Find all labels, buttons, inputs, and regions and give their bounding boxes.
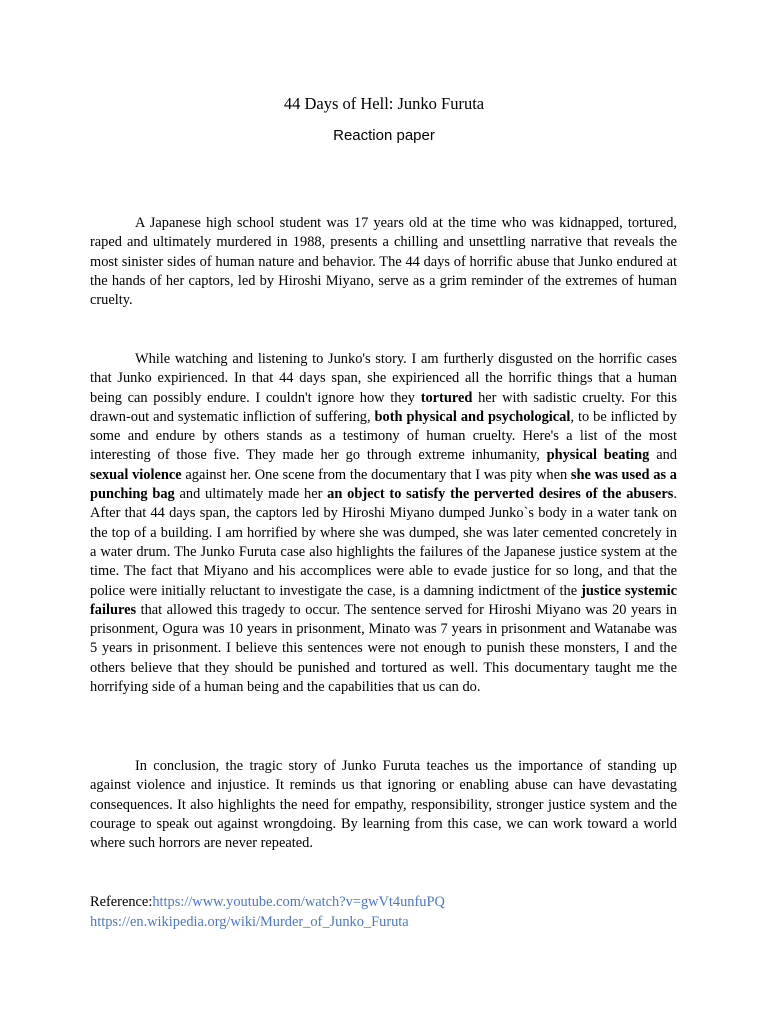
document-subtitle: Reaction paper: [333, 127, 435, 144]
emphasis-text: justice systemic failures: [90, 582, 677, 618]
body-text: against her. One scene from the documentary that I was pity when: [181, 466, 571, 483]
reference-link-youtube[interactable]: https://www.youtube.com/watch?v=gwVt4unfuPQ: [152, 894, 445, 910]
emphasis-text: tortured: [420, 389, 473, 406]
emphasis-text: both physical and psychological: [374, 408, 571, 425]
body-text: While watching and listening to Junko's story. I am furtherly disgusted on the horrific cases that Junko expirienced. In that 44 days span, she expirienced all the horrific things that a human being can possibly endure. I couldn't ignore how they: [90, 351, 677, 406]
paragraph-introduction: A Japanese high school student was 17 years old at the time who was kidnapped, tortured, raped and ultimately murdered in 1988, presents a chilling and unsettling narrative that reveals the most sinister sides of human nature and behavior. The 44 days of horrific abuse that Junko endured at the hands of her captors, led by Hiroshi Miyano, serve as a grim reminder of the extremes of human cruelty.: [90, 215, 677, 309]
reference-label: Reference:: [90, 894, 153, 910]
body-text: her with sadistic cruelty. For this drawn-out and systematic infliction of suffering,: [90, 389, 678, 425]
body-text: . After that 44 days span, the captors led by Hiroshi Miyano dumped Junko`s body in a water tank on the top of a building. I am horrified by where she was dumped, she was later cemented concretely in a water drum. The Junko Furuta case also highlights the failures of the Japanese justice system at the time. The fact that Miyano and his accomplices were able to evade justice for so long, and that the police were initially reluctant to investigate the case, is a damning indictment of the: [90, 486, 678, 599]
paragraph-conclusion: In conclusion, the tragic story of Junko Furuta teaches us the importance of standing up against violence and injustice. It reminds us that ignoring or enabling abuse can have devastating consequences. It also highlights the need for empathy, responsibility, stronger justice system and the courage to speak out against wrongdoing. By learning from this case, we can work toward a world where such horrors are never repeated.: [90, 758, 677, 852]
reference-line: [90, 912, 690, 932]
emphasis-text: she was used as a punching bag: [90, 466, 677, 503]
body-text: , to be inflicted by some and endure by others stands as a testimony of human cruelty. Here's a list of the most interesting of those five. They made her go through extreme inhumanity,: [90, 408, 677, 464]
body-text: and: [649, 447, 677, 464]
reference-link-wikipedia[interactable]: https://en.wikipedia.org/wiki/Murder_of_Junko_Furuta: [90, 914, 409, 930]
emphasis-text: sexual violence: [90, 466, 182, 483]
document-title: 44 Days of Hell: Junko Furuta: [283, 94, 485, 113]
emphasis-text: physical beating: [546, 447, 650, 464]
body-text: that allowed this tragedy to occur. The sentence served for Hiroshi Miyano was 20 years in prisonment, Ogura was 10 years in prisonment, Minato was 7 years in prisonment and Watanabe was 5 years in prisonment. I believe this sentences were not enough to punish these monsters, I and the others believe that they should be punished and tortured as well. This documentary taught me the horrifying side of a human being and the capabilities that us can do.: [90, 601, 677, 696]
emphasis-text: an object to satisfy the perverted desires of the abusers: [327, 486, 674, 503]
reference-line: [90, 892, 690, 912]
paragraph-body: [90, 350, 677, 697]
body-text: and ultimately made her: [174, 486, 328, 503]
references: [90, 892, 690, 932]
